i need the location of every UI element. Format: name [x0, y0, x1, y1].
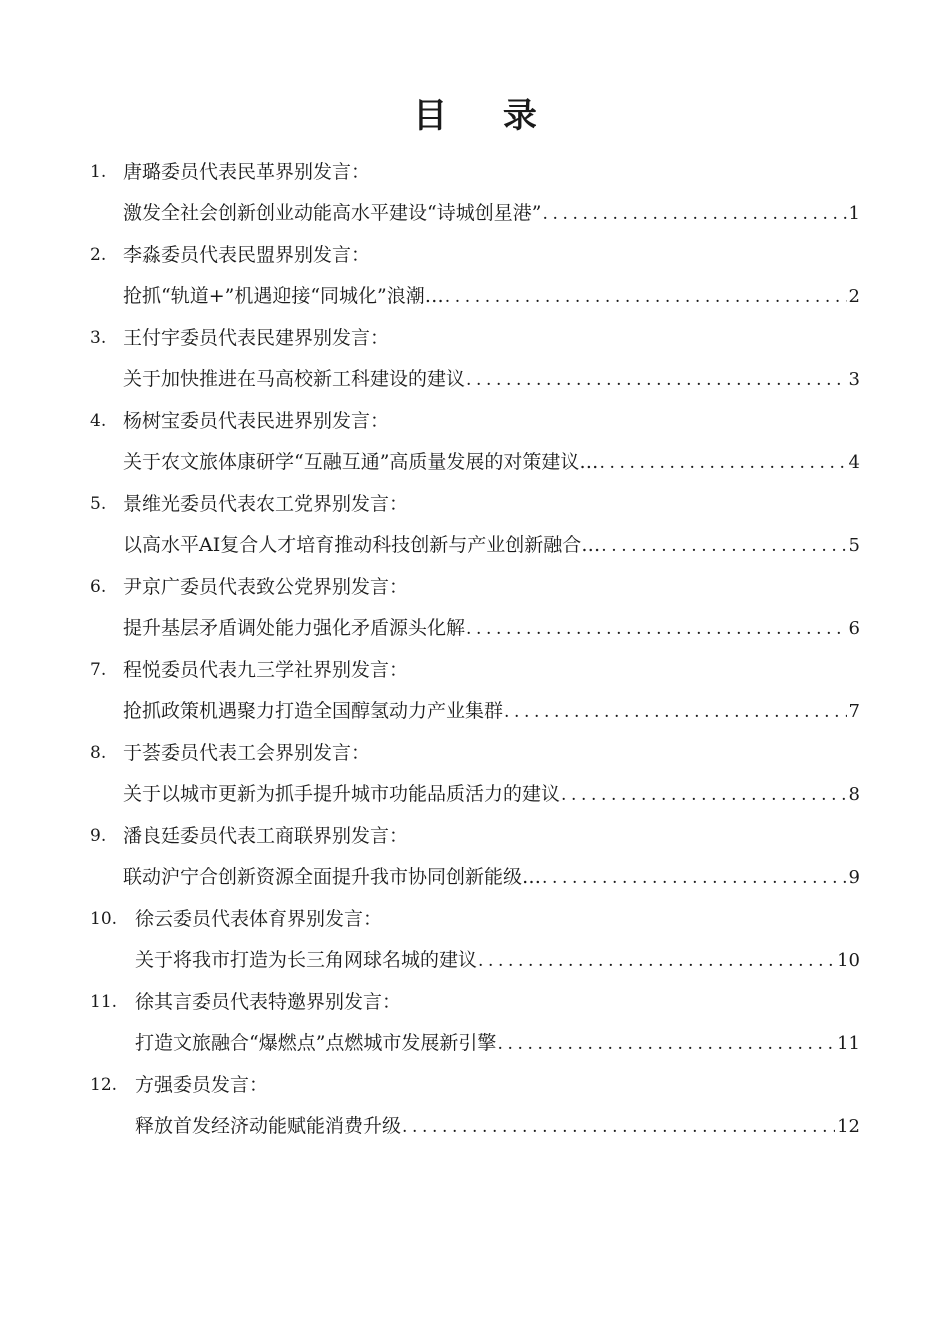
dot-leader [466, 610, 847, 648]
toc-page-number: 11 [837, 1033, 860, 1054]
toc-topic-line[interactable] [135, 1024, 860, 1062]
toc-topic-line[interactable] [123, 526, 860, 564]
toc-speaker-text: 方强委员发言： [135, 1074, 269, 1096]
toc-speaker [90, 817, 408, 855]
toc-topic-text: 联动沪宁合创新资源全面提升我市协同创新能级… [123, 866, 542, 888]
toc-number: 9. [90, 826, 107, 846]
toc-page-number: 12 [837, 1116, 860, 1137]
toc-topic-line[interactable] [123, 360, 860, 398]
toc-topic-line[interactable] [123, 277, 860, 315]
toc-speaker-text: 杨树宝委员代表民进界别发言： [123, 410, 390, 432]
toc-page-number: 4 [848, 452, 860, 473]
toc-page-number: 10 [837, 950, 860, 971]
toc-entry [0, 980, 950, 1063]
toc-topic-text: 关于将我市打造为长三角网球名城的建议 [135, 949, 478, 971]
toc-number: 2. [90, 245, 107, 265]
toc-speaker-text: 于荟委员代表工会界别发言： [123, 742, 371, 764]
toc-topic-line[interactable] [123, 858, 860, 896]
toc-speaker-text: 王付宇委员代表民建界别发言： [123, 327, 390, 349]
toc-number: 10. [90, 909, 118, 929]
toc-number: 11. [90, 992, 118, 1012]
toc-entry [0, 482, 950, 565]
dot-leader [542, 859, 847, 897]
toc-topic-line[interactable] [123, 443, 860, 481]
dot-leader [504, 693, 847, 731]
toc-topic-text: 激发全社会创新创业动能高水平建设“诗城创星港” [123, 202, 542, 224]
toc-page-number: 2 [848, 286, 860, 307]
toc-topic-line[interactable] [135, 941, 860, 979]
toc-entry [0, 565, 950, 648]
toc-speaker [90, 402, 389, 440]
toc-topic-line[interactable] [123, 692, 860, 730]
toc-page-number: 3 [848, 369, 860, 390]
toc-speaker-text: 李淼委员代表民盟界别发言： [123, 244, 371, 266]
toc-entry [0, 1063, 950, 1146]
dot-leader [599, 444, 846, 482]
toc-entry [0, 399, 950, 482]
toc-page-number: 1 [848, 203, 860, 224]
toc-entry [0, 814, 950, 897]
toc-topic-text: 释放首发经济动能赋能消费升级 [135, 1115, 402, 1137]
toc-topic-text: 提升基层矛盾调处能力强化矛盾源头化解 [123, 617, 466, 639]
toc-speaker-text: 潘良廷委员代表工商联界别发言： [123, 825, 409, 847]
toc-speaker-text: 徐云委员代表体育界别发言： [135, 908, 383, 930]
toc-topic-line[interactable] [135, 1107, 860, 1145]
dot-leader [542, 195, 846, 233]
toc-number: 7. [90, 660, 107, 680]
toc-speaker [90, 734, 370, 772]
toc-page-number: 8 [848, 784, 860, 805]
toc-number: 3. [90, 328, 107, 348]
toc-speaker [90, 651, 408, 689]
toc-topic-line[interactable] [123, 775, 860, 813]
toc-speaker-text: 尹京广委员代表致公党界别发言： [123, 576, 409, 598]
dot-leader [561, 776, 847, 814]
dot-leader [478, 942, 835, 980]
toc-topic-text: 以高水平AI复合人才培育推动科技创新与产业创新融合… [123, 534, 601, 556]
toc-page-number: 7 [848, 701, 860, 722]
toc-speaker-text: 唐璐委员代表民革界别发言： [123, 161, 371, 183]
toc-entry [0, 897, 950, 980]
toc-entry [0, 316, 950, 399]
toc-speaker [90, 568, 408, 606]
toc-number: 6. [90, 577, 107, 597]
toc-number: 1. [90, 162, 107, 182]
toc-speaker [90, 1066, 268, 1104]
toc-page-number: 6 [848, 618, 860, 639]
toc-entry [0, 150, 950, 233]
toc-topic-line[interactable] [123, 609, 860, 647]
toc-page-number: 9 [848, 867, 860, 888]
toc-speaker-text: 景维光委员代表农工党界别发言： [123, 493, 409, 515]
dot-leader [402, 1108, 835, 1146]
toc-number: 12. [90, 1075, 118, 1095]
toc-page-number: 5 [848, 535, 860, 556]
toc-topic-text: 关于加快推进在马高校新工科建设的建议 [123, 368, 466, 390]
toc-topic-text: 抢抓政策机遇聚力打造全国醇氢动力产业集群 [123, 700, 504, 722]
toc-speaker-text: 徐其言委员代表特邀界别发言： [135, 991, 402, 1013]
toc-speaker-text: 程悦委员代表九三学社界别发言： [123, 659, 409, 681]
toc-speaker [90, 153, 370, 191]
dot-leader [497, 1025, 835, 1063]
toc-topic-line[interactable] [123, 194, 860, 232]
toc-speaker [90, 983, 401, 1021]
toc-topic-text: 关于农文旅体康研学“互融互通”高质量发展的对策建议… [123, 451, 599, 473]
page-title: 目 录 [413, 96, 559, 136]
toc-number: 8. [90, 743, 107, 763]
toc-speaker [90, 319, 389, 357]
toc-entry [0, 233, 950, 316]
toc-entry [0, 648, 950, 731]
dot-leader [445, 278, 847, 316]
toc-topic-text: 关于以城市更新为抓手提升城市功能品质活力的建议 [123, 783, 561, 805]
toc-speaker [90, 236, 370, 274]
toc-speaker [90, 900, 382, 938]
toc-entry [0, 731, 950, 814]
toc-number: 5. [90, 494, 107, 514]
toc-number: 4. [90, 411, 107, 431]
toc-topic-text: 抢抓“轨道+”机遇迎接“同城化”浪潮… [123, 285, 444, 307]
toc-topic-text: 打造文旅融合“爆燃点”点燃城市发展新引擎 [135, 1032, 497, 1054]
toc-speaker [90, 485, 408, 523]
table-of-contents [0, 150, 950, 1146]
dot-leader [601, 527, 846, 565]
dot-leader [466, 361, 847, 399]
